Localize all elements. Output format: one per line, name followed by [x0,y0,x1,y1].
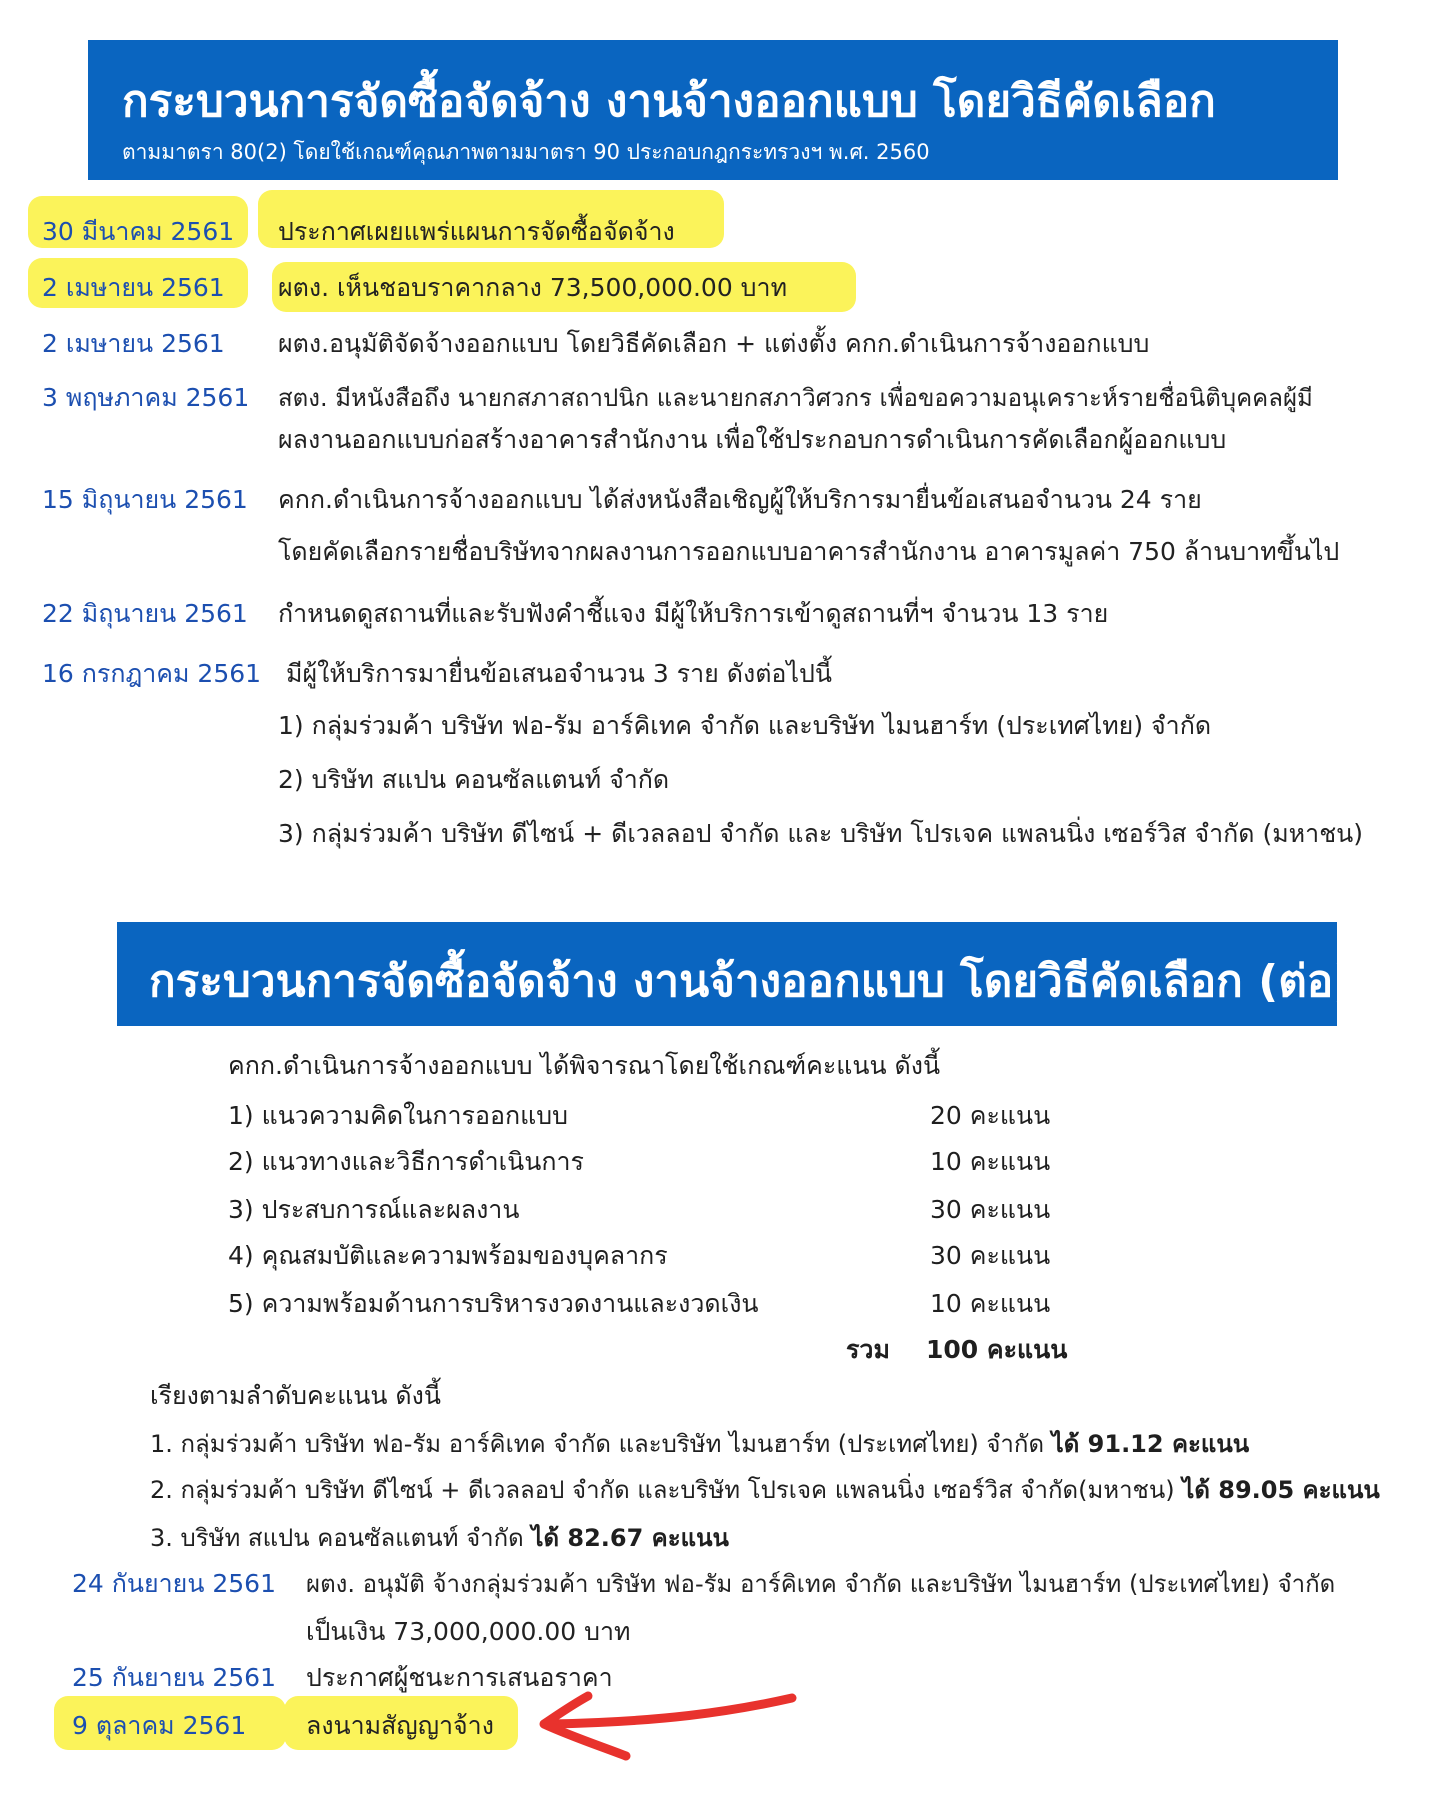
ranking-item [150,1470,1430,1509]
timeline-date: 25 กันยายน 2561 [72,1663,276,1692]
criteria-name: 1) แนวความคิดในการออกแบบ [228,1101,569,1130]
timeline-desc: ผตง. อนุมัติ จ้างกลุ่มร่วมค้า บริษัท ฟอ-รัม อาร์คิเทค จำกัด และบริษัท ไมนฮาร์ท (ประเทศไทย) จำกัด [306,1570,1336,1598]
timeline-desc: ผตง. เห็นชอบราคากลาง 73,500,000.00 บาท [278,273,788,302]
criteria-points: 20 คะแนน [930,1101,1051,1130]
timeline-date: 2 เมษายน 2561 [42,329,225,358]
timeline-desc: สตง. มีหนังสือถึง นายกสภาสถาปนิก และนายกสภาวิศวกร เพื่อขอความอนุเคราะห์รายชื่อนิติบุคคลผู้มี [278,384,1313,412]
timeline-desc-line2: เป็นเงิน 73,000,000.00 บาท [306,1617,631,1646]
criteria-points: 30 คะแนน [930,1195,1051,1224]
ranking-item [150,1518,1430,1557]
timeline-date: 30 มีนาคม 2561 [42,217,235,246]
criteria-name: 2) แนวทางและวิธีการดำเนินการ [228,1147,584,1176]
timeline-desc-line2: ผลงานออกแบบก่อสร้างอาคารสำนักงาน เพื่อใช้ประกอบการดำเนินการคัดเลือกผู้ออกแบบ [278,425,1227,454]
criteria-name: 4) คุณสมบัติและความพร้อมของบุคลากร [228,1241,668,1270]
criteria-points: 30 คะแนน [930,1241,1051,1270]
red-arrow-icon [530,1684,800,1774]
timeline-date: 16 กรกฎาคม 2561 [42,659,262,688]
timeline-desc: มีผู้ให้บริการมายื่นข้อเสนอจำนวน 3 ราย ดังต่อไปนี้ [286,659,832,688]
timeline-desc: คกก.ดำเนินการจ้างออกแบบ ได้ส่งหนังสือเชิญผู้ให้บริการมายื่นข้อเสนอจำนวน 24 ราย [278,485,1202,514]
criteria-item [228,1236,1068,1276]
ranking-text: 2. กลุ่มร่วมค้า บริษัท ดีไซน์ + ดีเวลลอป จำกัด และบริษัท โปรเจค แพลนนิ่ง เซอร์วิส จำกัด(มหาชน) [150,1476,1183,1504]
criteria-item [228,1190,1068,1230]
ranking-intro: เรียงตามลำดับคะแนน ดังนี้ [150,1381,441,1410]
timeline-desc: ผตง.อนุมัติจัดจ้างออกแบบ โดยวิธีคัดเลือก + แต่งตั้ง คกก.ดำเนินการจ้างออกแบบ [278,329,1150,358]
section2-title: กระบวนการจัดซื้อจัดจ้าง งานจ้างออกแบบ โดยวิธีคัดเลือก (ต่อ) [149,956,1354,1007]
timeline-desc: ลงนามสัญญาจ้าง [306,1711,494,1740]
timeline-date: 2 เมษายน 2561 [42,273,225,302]
criteria-intro: คกก.ดำเนินการจ้างออกแบบ ได้พิจารณาโดยใช้เกณฑ์คะแนน ดังนี้ [228,1051,941,1080]
timeline-date: 22 มิถุนายน 2561 [42,599,248,628]
section1-title: กระบวนการจัดซื้อจัดจ้าง งานจ้างออกแบบ โดยวิธีคัดเลือก [122,76,1216,127]
criteria-item [228,1284,1068,1324]
timeline-date: 3 พฤษภาคม 2561 [42,383,250,412]
criteria-points: 10 คะแนน [930,1147,1051,1176]
bidder-item: 3) กลุ่มร่วมค้า บริษัท ดีไซน์ + ดีเวลลอป จำกัด และ บริษัท โปรเจค แพลนนิ่ง เซอร์วิส จำกัด (มหาชน) [278,819,1364,848]
timeline-desc: ประกาศเผยแพร่แผนการจัดซื้อจัดจ้าง [278,217,675,246]
criteria-total-points: 100 คะแนน [926,1335,1068,1364]
bidder-item: 1) กลุ่มร่วมค้า บริษัท ฟอ-รัม อาร์คิเทค จำกัด และบริษัท ไมนฮาร์ท (ประเทศไทย) จำกัด [278,711,1212,740]
criteria-item [228,1096,1068,1136]
ranking-item [150,1424,1430,1463]
timeline-date: 24 กันยายน 2561 [72,1569,276,1598]
timeline-desc-line2: โดยคัดเลือกรายชื่อบริษัทจากผลงานการออกแบบอาคารสำนักงาน อาคารมูลค่า 750 ล้านบาทขึ้นไป [278,537,1340,566]
criteria-item [228,1142,1068,1182]
timeline-desc: กำหนดดูสถานที่และรับฟังคำชี้แจง มีผู้ให้บริการเข้าดูสถานที่ฯ จำนวน 13 ราย [278,599,1109,628]
ranking-score: ได้ 91.12 คะแนน [1051,1430,1250,1458]
criteria-name: 3) ประสบการณ์และผลงาน [228,1195,520,1224]
ranking-score: ได้ 82.67 คะแนน [531,1524,729,1552]
ranking-text: 1. กลุ่มร่วมค้า บริษัท ฟอ-รัม อาร์คิเทค จำกัด และบริษัท ไมนฮาร์ท (ประเทศไทย) จำกัด [150,1430,1052,1458]
bidder-item: 2) บริษัท สแปน คอนซัลแตนท์ จำกัด [278,765,670,794]
timeline-desc: ประกาศผู้ชนะการเสนอราคา [306,1663,613,1692]
section1-banner [88,40,1338,180]
criteria-points: 10 คะแนน [930,1289,1051,1318]
timeline-date: 15 มิถุนายน 2561 [42,485,248,514]
section1-subtitle: ตามมาตรา 80(2) โดยใช้เกณฑ์คุณภาพตามมาตรา 90 ประกอบกฎกระทรวงฯ พ.ศ. 2560 [122,140,930,164]
section2-banner [117,922,1354,1026]
criteria-total-label: รวม [846,1335,890,1364]
criteria-name: 5) ความพร้อมด้านการบริหารงวดงานและงวดเงิน [228,1289,759,1318]
timeline-date: 9 ตุลาคม 2561 [72,1711,247,1740]
ranking-text: 3. บริษัท สแปน คอนซัลแตนท์ จำกัด [150,1524,532,1552]
ranking-score: ได้ 89.05 คะแนน [1182,1476,1380,1504]
